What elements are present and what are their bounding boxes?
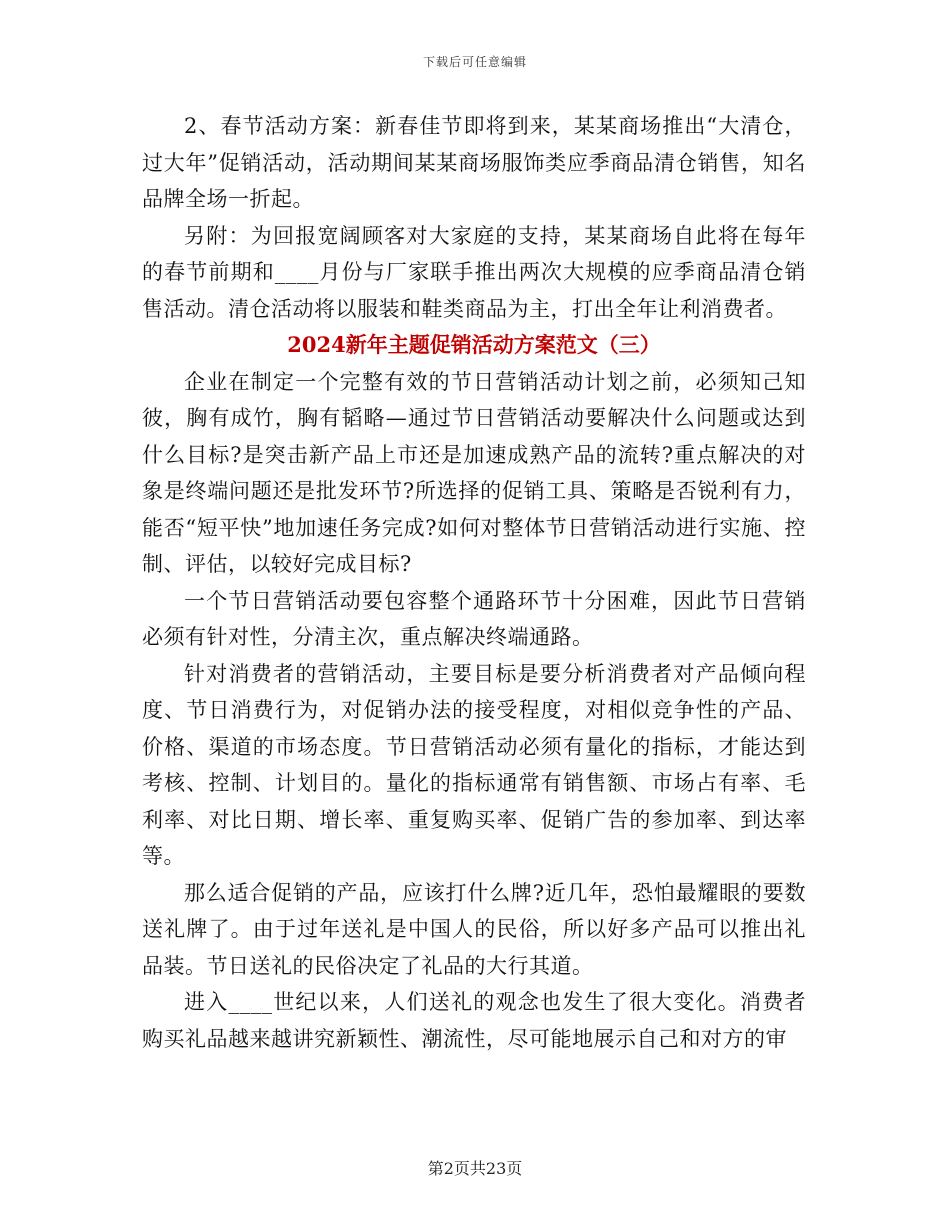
paragraph-consumer: 针对消费者的营销活动，主要目标是要分析消费者对产品倾向程度、节日消费行为，对促销办法的接受程度，对相似竞争性的产品、价格、渠道的市场态度。节日营销活动必须有量化的指标，才能达到考核、控制、计划目的。量化的指标通常有销售额、市场占有率、毛利率、对比日期、增长率、重复购买率、促销广告的参加率、到达率等。	[142, 661, 806, 868]
paragraph-appendix: 另附：为回报宽阔顾客对大家庭的支持，某某商场自此将在每年的春节前期和____月份与厂家联手推出两次大规模的应季商品清仓销售活动。清仓活动将以服装和鞋类商品为主，打出全年让利消费者。	[142, 223, 806, 321]
paragraph-gift-brand: 那么适合促销的产品，应该打什么牌?近几年，恐怕最耀眼的要数送礼牌了。由于过年送礼是中国人的民俗，所以好多产品可以推出礼品装。节日送礼的民俗决定了礼品的大行其道。	[142, 880, 806, 978]
section-title: 2024新年主题促销活动方案范文（三）	[287, 332, 661, 357]
page-header: 下载后可任意编辑	[422, 55, 527, 69]
paragraph-spring-festival-plan: 2、春节活动方案：新春佳节即将到来，某某商场推出“大清仓，过大年”促销活动，活动期间某某商场服饰类应季商品清仓销售，知名品牌全场一折起。	[142, 114, 806, 211]
paragraph-gift-trend: 进入____世纪以来，人们送礼的观念也发生了很大变化。消费者购买礼品越来越讲究新颖性、潮流性，尽可能地展示自己和对方的审	[142, 990, 806, 1051]
page-footer: 第2页共23页	[427, 1159, 523, 1178]
paragraph-planning: 企业在制定一个完整有效的节日营销活动计划之前，必须知己知彼，胸有成竹，胸有韬略—通过节日营销活动要解决什么问题或达到什么目标?是突击新产品上市还是加速成熟产品的流转?重点解决的对象是终端问题还是批发环节?所选择的促销工具、策略是否锐利有力，能否“短平快”地加速任务完成?如何对整体节日营销活动进行实施、控制、评估，以较好完成目标?	[142, 369, 806, 576]
paragraph-channel: 一个节日营销活动要包容整个通路环节十分困难，因此节日营销必须有针对性，分清主次，重点解决终端通路。	[142, 588, 806, 649]
document-body	[142, 108, 806, 1057]
